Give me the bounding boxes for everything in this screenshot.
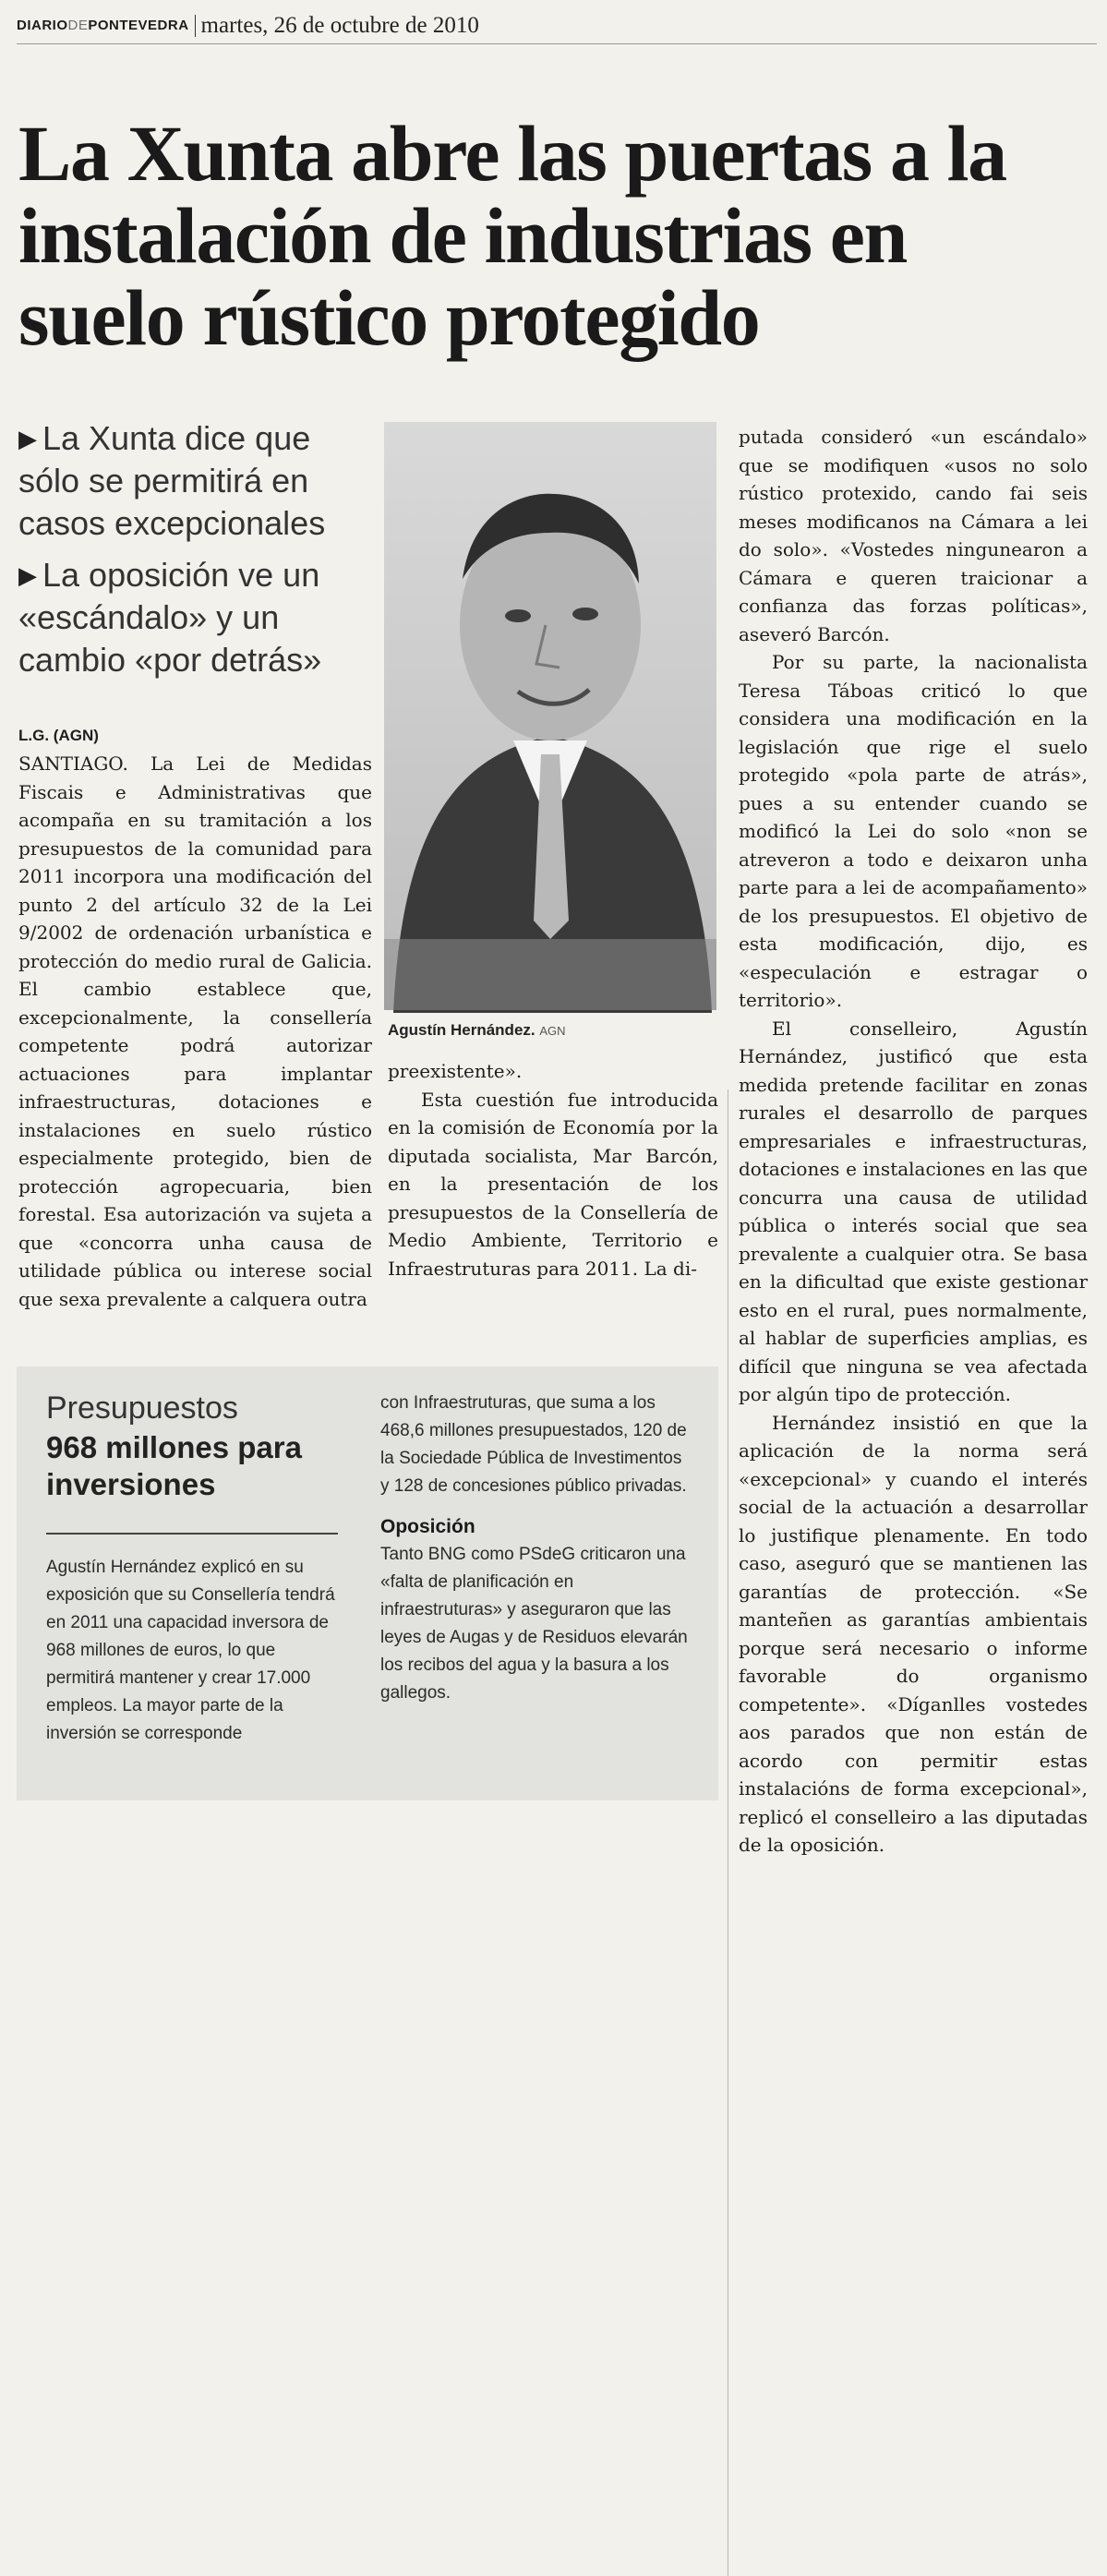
article-paragraph: Por su parte, la nacionalista Teresa Táboas criticó lo que considera una modificación en la legislación que rige el suelo protegido «pola parte de atrás», pues a su entender cuando se modificó la Lei do solo «non se atreveron a todo e deixaron unha parte para a lei de acompañamento» de los presupuestos. El objetivo de esta modificación, dijo, es «especulación e estragar o territorio». (739, 651, 1088, 1011)
sidebar-column-2 (380, 1390, 690, 1707)
sidebar-kicker: Presupuestos (46, 1390, 238, 1426)
article-column-3 (739, 423, 1088, 1860)
headline: La Xunta abre las puertas a la instalación de industrias en suelo rústico protegido (18, 109, 1006, 362)
article-paragraph: preexistente». (388, 1060, 523, 1082)
portrait-illustration (384, 422, 716, 1010)
article-paragraph: putada consideró «un escándalo» que se modifiquen «usos no solo rústico protexido, cando fai seis meses modificanos na Cámara a lei do solo». «Vostedes ningunearon a Cámara e queren traicionar a confianza das forzas políticas», aseveró Barcón. (739, 426, 1088, 645)
newspaper-brand: DIARIODEPONTEVEDRA (17, 18, 189, 33)
byline: L.G. (AGN) (18, 727, 99, 744)
portrait-photo (384, 422, 716, 1010)
sidebar-rule (46, 1533, 338, 1535)
deck-list (18, 417, 369, 691)
deck-item (18, 554, 369, 681)
article-column-1 (18, 726, 372, 1313)
article-paragraph: Hernández insistió en que la aplicación de la norma será «excepcional» y cuando el interés social de la actuación a desarrollar lo justifique plenamente. En todo caso, aseguró que se mantienen las garantías de protección. «Se manteñen as garantías ambientais porque será necesario o informe favorable do organismo competente». «Díganlles vostedes aos parados que non están de acordo con permitir estas instalacións de forma excepcional», replicó el conselleiro a las diputadas de la oposición. (739, 1411, 1088, 1856)
sidebar-paragraph: con Infraestruturas, que suma a los 468,6 millones presupuestados, 120 de la Sociedade Pública de Investimentos y 128 de concesiones público privadas. (380, 1393, 687, 1496)
triangle-bullet-icon: ▶ (18, 561, 37, 589)
issue-date: martes, 26 de octubre de 2010 (200, 12, 479, 38)
article-paragraph: El conselleiro, Agustín Hernández, justificó que esta medida pretende facilitar en zonas rurales el desarrollo de parques empresariales e infraestructuras, dotaciones e instalaciones en las que concurra una causa de utilidad pública o interés social que sea prevalente a cualquier otra. Se basa en la dificultad que existe gestionar esto en el rural, pues normalmente, al hablar de superficies amplias, es difícil que ninguna se vea afectada por algún tipo de protección. (739, 1017, 1088, 1405)
caption-credit: AGN (539, 1024, 566, 1038)
deck-item (18, 417, 369, 545)
sidebar-paragraph: Tanto BNG como PSdeG criticaron una «falta de planificación en infraestruturas» y aseguraron que las leyes de Augas y de Residuos elevarán los recibos del agua y la basura a los gallegos. (380, 1545, 688, 1703)
article-column-2 (388, 1057, 718, 1282)
article-paragraph: SANTIAGO. La Lei de Medidas Fiscais e Administrativas que acompaña en su tramitación a los presupuestos de la comunidad para 2011 incorpora una modificación del punto 2 del artículo 32 de la Lei 9/2002 de ordenación urbanística e protección do medio rural de Galicia. El cambio establece que, excepcionalmente, la consellería competente podrá autorizar actuaciones para implantar infraestructuras, dotaciones e instalaciones en suelo rústico especialmente protegido, bien de protección agropecuaria, bien forestal. Esa autorización va sujeta a que «concorra unha causa de utilidade pública ou interese social que sexa prevalente a calquera outra (18, 752, 372, 1310)
sidebar-title: 968 millones para inversiones (46, 1430, 302, 1501)
photo-caption (388, 1021, 720, 1040)
sidebar-column-1 (46, 1554, 342, 1748)
triangle-bullet-icon: ▶ (18, 425, 37, 452)
article-paragraph: Esta cuestión fue introducida en la comisión de Economía por la diputada socialista, Mar Barcón, en la presentación de los presupuestos de la Consellería de Medio Ambiente, Territorio e Infraestruturas para 2011. La di- (388, 1088, 718, 1280)
masthead-separator (195, 15, 196, 37)
sidebar-paragraph: Agustín Hernández explicó en su exposición que su Consellería tendrá en 2011 una capacidad inversora de 968 millones de euros, lo que permitirá mantener y crear 17.000 empleos. La mayor parte de la inversión se corresponde (46, 1558, 335, 1743)
caption-name: Agustín Hernández. (388, 1021, 535, 1039)
masthead (17, 7, 1097, 44)
sidebar-subhead: Oposición (380, 1516, 475, 1537)
deck-text: La oposición ve un «escándalo» y un cambio «por detrás» (18, 556, 322, 679)
deck-text: La Xunta dice que sólo se permitirá en casos excepcionales (18, 419, 326, 542)
